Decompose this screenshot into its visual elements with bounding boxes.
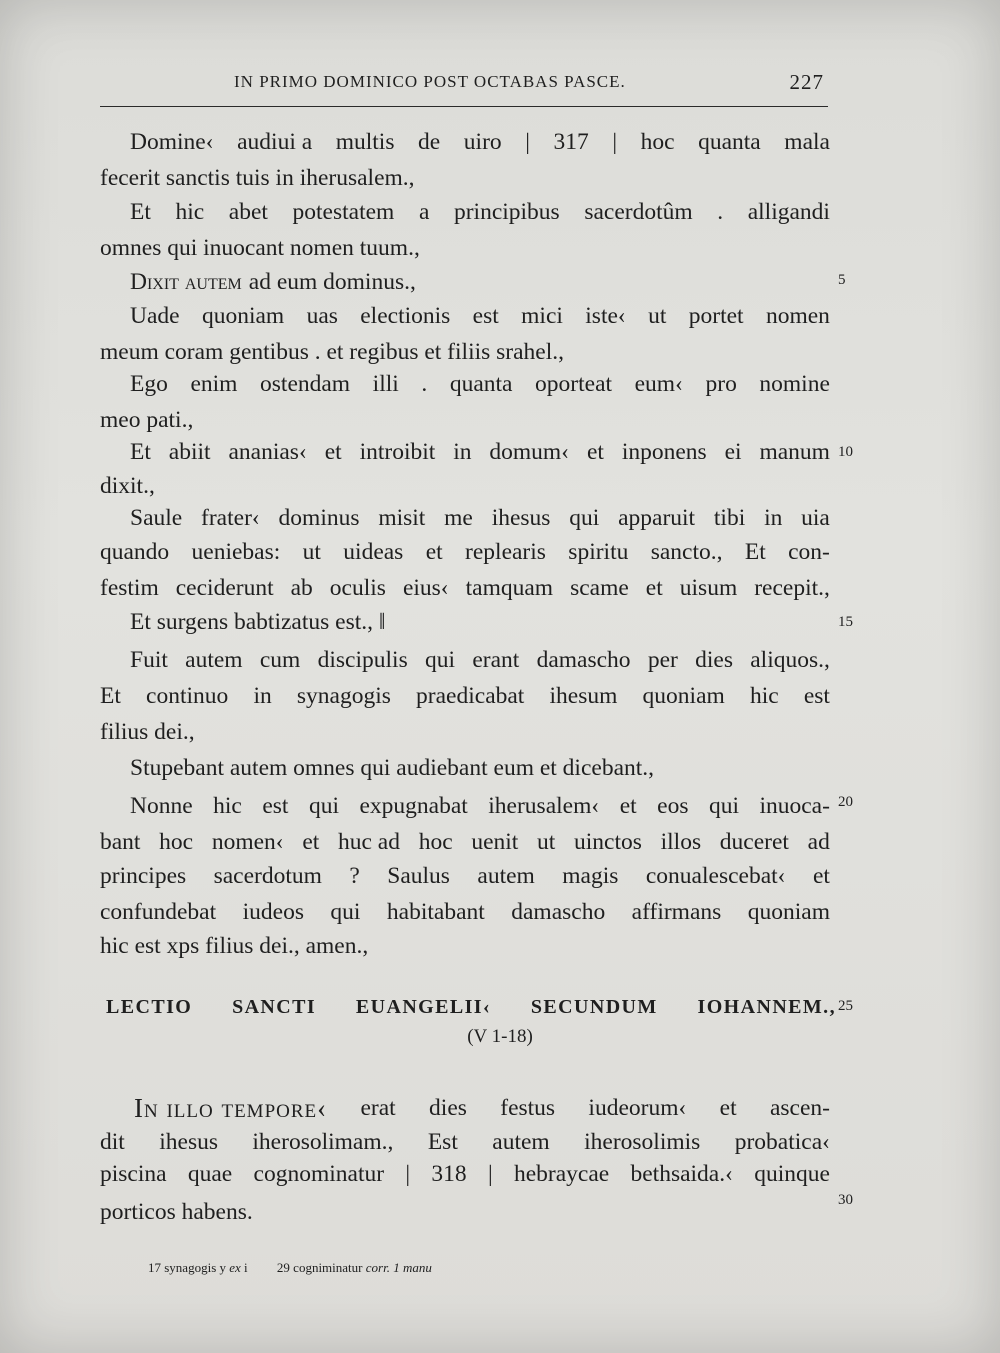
- word: et: [719, 1095, 737, 1121]
- text-line: [100, 1196, 830, 1228]
- word: hic: [749, 683, 779, 709]
- word: ei: [724, 439, 742, 465]
- word: discipulis: [317, 647, 408, 673]
- word: electionis: [360, 303, 451, 329]
- word: porticos habens.: [100, 1199, 253, 1225]
- word: dixit.,: [100, 473, 155, 499]
- word: ut: [302, 539, 321, 565]
- word: eius‹: [402, 575, 449, 601]
- word: filius dei.,: [100, 719, 195, 745]
- margin-line-number: 15: [838, 614, 853, 630]
- text-line: [100, 896, 830, 928]
- word: iste‹: [585, 303, 626, 329]
- word: de: [418, 129, 441, 155]
- word: Nonne: [130, 793, 193, 819]
- word: meum coram gentibus . et regibus et filiis srahel.,: [100, 339, 565, 365]
- word: uas: [306, 303, 338, 329]
- word: continuo: [146, 683, 229, 709]
- word: meo pati.,: [100, 407, 194, 433]
- word: iudeos: [242, 899, 304, 925]
- word: duceret: [719, 829, 789, 855]
- word: inponens: [621, 439, 707, 465]
- header-rule: [100, 106, 828, 107]
- word: est: [472, 303, 499, 329]
- word: con-: [788, 539, 830, 565]
- word: damascho: [511, 899, 606, 925]
- word: et: [619, 793, 637, 819]
- word: uisum: [679, 575, 738, 601]
- text-line: [100, 232, 830, 264]
- word: conualescebat‹: [645, 863, 786, 889]
- word: hoc: [640, 129, 675, 155]
- word: probatica‹: [734, 1129, 830, 1155]
- word: sacerdotûm: [584, 199, 693, 225]
- word: illi: [372, 371, 399, 397]
- word: Domine‹: [130, 129, 214, 155]
- text-line: [130, 300, 830, 332]
- word: recepit.,: [754, 575, 830, 601]
- word: qui: [708, 793, 739, 819]
- word: quando: [100, 539, 170, 565]
- word: tamquam: [465, 575, 554, 601]
- word: quinque: [754, 1161, 830, 1187]
- word: et: [324, 439, 342, 465]
- word: dies: [429, 1095, 467, 1121]
- word: spiritu: [568, 539, 629, 565]
- word: bethsaida.‹: [630, 1161, 733, 1187]
- word: festus: [500, 1095, 556, 1121]
- word: iudeorum‹: [588, 1095, 687, 1121]
- text-line: [100, 716, 830, 748]
- word: illos: [660, 829, 702, 855]
- word: |: [487, 1161, 493, 1187]
- word: autem: [185, 647, 243, 673]
- word: uideas: [343, 539, 404, 565]
- word: me: [444, 505, 473, 531]
- word: 317: [553, 129, 589, 155]
- word: cum: [259, 647, 301, 673]
- word: bant: [100, 829, 141, 855]
- running-head: [100, 72, 828, 98]
- running-title: IN PRIMO DOMINICO POST OCTABAS PASCE.: [234, 72, 626, 91]
- word: uia: [801, 505, 830, 531]
- word: scame: [570, 575, 629, 601]
- word: manum: [759, 439, 830, 465]
- word: hoc: [159, 829, 194, 855]
- word: ad: [807, 829, 830, 855]
- word: pro: [705, 371, 737, 397]
- word: ut: [648, 303, 667, 329]
- word: affirmans: [631, 899, 722, 925]
- word: principibus: [453, 199, 560, 225]
- word: ihesus: [159, 1129, 218, 1155]
- word: ceciderunt: [175, 575, 274, 601]
- text-line: [134, 1092, 830, 1124]
- word: oporteat: [535, 371, 613, 397]
- word: ostendam: [260, 371, 351, 397]
- word: apparuit: [618, 505, 696, 531]
- word: iherosolimis: [584, 1129, 701, 1155]
- text-line: [100, 930, 830, 962]
- margin-line-number: 10: [838, 444, 853, 460]
- word: abiit: [168, 439, 211, 465]
- word: confundebat: [100, 899, 217, 925]
- word: praedicabat: [416, 683, 525, 709]
- margin-line-number: 5: [838, 272, 846, 288]
- word: frater‹: [201, 505, 260, 531]
- text-line: [100, 1158, 830, 1190]
- word: et: [812, 863, 830, 889]
- word: et: [425, 539, 443, 565]
- word: Fuit: [130, 647, 168, 673]
- word: uenit: [471, 829, 519, 855]
- word: oculis: [329, 575, 386, 601]
- word: misit: [378, 505, 426, 531]
- word: ab: [290, 575, 313, 601]
- word: hoc: [418, 829, 453, 855]
- word: ut: [537, 829, 556, 855]
- word: uiro: [463, 129, 502, 155]
- word: tibi: [713, 505, 746, 531]
- word: est: [262, 793, 289, 819]
- word: et: [302, 829, 320, 855]
- word: eos: [657, 793, 689, 819]
- text-line: [100, 470, 830, 502]
- text-line: [130, 606, 830, 638]
- word: synagogis: [296, 683, 391, 709]
- text-line: [130, 502, 830, 534]
- text-line: [100, 860, 830, 892]
- word: principes: [100, 863, 187, 889]
- margin-line-number: 25: [838, 998, 853, 1014]
- word: quanta: [449, 371, 513, 397]
- word: huc ad: [337, 829, 400, 855]
- text-line: [100, 536, 830, 568]
- word: Et: [100, 683, 121, 709]
- word: Est: [427, 1129, 458, 1155]
- word: quae: [187, 1161, 233, 1187]
- text-line: [130, 368, 830, 400]
- heading-word: IOHANNEM.,: [697, 996, 836, 1018]
- word: .: [717, 199, 724, 225]
- word: inuoca-: [759, 793, 830, 819]
- text-line: [130, 752, 830, 784]
- word: replearis: [465, 539, 546, 565]
- word: hic: [175, 199, 205, 225]
- text-line: [100, 162, 830, 194]
- text-line: [130, 644, 830, 676]
- footnote: 29 cogniminatur corr. 1 manu: [276, 1260, 432, 1275]
- word: potestatem: [292, 199, 395, 225]
- word: quoniam: [201, 303, 285, 329]
- word: dominus: [278, 505, 360, 531]
- word: domum‹: [489, 439, 570, 465]
- section-heading: [106, 996, 836, 1028]
- word: expugnabat: [359, 793, 468, 819]
- word: Et surgens babtizatus est., ‖: [130, 609, 386, 635]
- word: sancto.,: [650, 539, 723, 565]
- word: per: [647, 647, 678, 673]
- margin-line-number: 20: [838, 794, 853, 810]
- word: audiui a: [237, 129, 313, 155]
- word: Ego: [130, 371, 168, 397]
- text-line: [130, 196, 830, 228]
- word: portet: [688, 303, 744, 329]
- word: in: [764, 505, 783, 531]
- word: aliquos.,: [750, 647, 830, 673]
- word: uinctos: [574, 829, 642, 855]
- heading-word: SANCTI: [232, 996, 317, 1018]
- word: a: [418, 199, 430, 225]
- word: autem: [492, 1129, 550, 1155]
- word: habitabant: [386, 899, 485, 925]
- word: mici: [521, 303, 563, 329]
- word: nomen: [765, 303, 830, 329]
- word: alligandi: [747, 199, 830, 225]
- word: iherusalem‹: [488, 793, 600, 819]
- text-line: [130, 126, 830, 158]
- word: Dixit autem: [130, 269, 242, 295]
- text-line: [100, 572, 830, 604]
- word: festim: [100, 575, 159, 601]
- footnotes: [148, 1260, 432, 1276]
- word: ihesum: [549, 683, 618, 709]
- word: iherosolimam.,: [252, 1129, 394, 1155]
- word: piscina: [100, 1161, 167, 1187]
- text-line: [100, 336, 830, 368]
- margin-line-number: 30: [838, 1192, 853, 1208]
- word: et: [645, 575, 663, 601]
- word: Et: [744, 539, 766, 565]
- text-line: [100, 680, 830, 712]
- word: qui: [308, 793, 339, 819]
- word: dit: [100, 1129, 125, 1155]
- word: dies: [695, 647, 733, 673]
- word: eum‹: [634, 371, 683, 397]
- word: in: [253, 683, 272, 709]
- page-number: 227: [789, 70, 824, 94]
- word: Uade: [130, 303, 180, 329]
- word: fecerit sanctis tuis in iherusalem.,: [100, 165, 415, 191]
- word: nomine: [759, 371, 830, 397]
- word: est: [803, 683, 830, 709]
- word: hic: [213, 793, 242, 819]
- section-subheading: (V 1-18): [467, 1026, 533, 1047]
- word: hic est xps filius dei., amen.,: [100, 933, 369, 959]
- word: Et: [130, 199, 151, 225]
- word: qui: [425, 647, 456, 673]
- word: abet: [228, 199, 268, 225]
- word: ascen-: [769, 1095, 830, 1121]
- word: mala: [784, 129, 830, 155]
- word: quanta: [698, 129, 761, 155]
- word: introibit: [359, 439, 436, 465]
- word: Saulus: [387, 863, 450, 889]
- word: |: [405, 1161, 411, 1187]
- word: 318: [431, 1161, 467, 1187]
- word: quoniam: [642, 683, 725, 709]
- word: qui: [330, 899, 361, 925]
- word: Stupebant autem omnes qui audiebant eum et dicebant.,: [130, 755, 655, 781]
- word: Et: [130, 439, 151, 465]
- word: erant: [472, 647, 520, 673]
- word: cognominatur: [253, 1161, 385, 1187]
- heading-word: SECUNDUM: [530, 996, 658, 1018]
- word: Saule: [130, 505, 183, 531]
- word: In illo tempore‹: [134, 1093, 328, 1123]
- word: autem: [477, 863, 535, 889]
- word: quoniam: [747, 899, 830, 925]
- word: ad eum dominus.,: [248, 269, 416, 295]
- footnote: 17 synagogis y ex i: [148, 1260, 248, 1275]
- word: in: [453, 439, 472, 465]
- text-line: [100, 404, 830, 436]
- word: multis: [335, 129, 395, 155]
- word: et: [586, 439, 604, 465]
- word: damascho: [536, 647, 631, 673]
- heading-word: EUANGELII‹: [355, 996, 492, 1018]
- word: ueniebas:: [191, 539, 281, 565]
- text-line: [130, 436, 830, 468]
- word: qui: [569, 505, 600, 531]
- text-line: [130, 266, 830, 298]
- word: |: [525, 129, 530, 155]
- text-line: [130, 790, 830, 822]
- word: magis: [562, 863, 619, 889]
- word: enim: [190, 371, 238, 397]
- word: ?: [349, 863, 360, 889]
- word: ihesus: [491, 505, 551, 531]
- word: omnes qui inuocant nomen tuum.,: [100, 235, 420, 261]
- word: ananias‹: [228, 439, 307, 465]
- word: sacerdotum: [213, 863, 322, 889]
- text-line: [100, 1126, 830, 1158]
- word: .: [421, 371, 428, 397]
- heading-word: LECTIO: [106, 996, 193, 1018]
- word: nomen‹: [211, 829, 284, 855]
- word: |: [612, 129, 618, 155]
- word: hebraycae: [513, 1161, 610, 1187]
- word: erat: [360, 1095, 396, 1121]
- text-line: [100, 826, 830, 858]
